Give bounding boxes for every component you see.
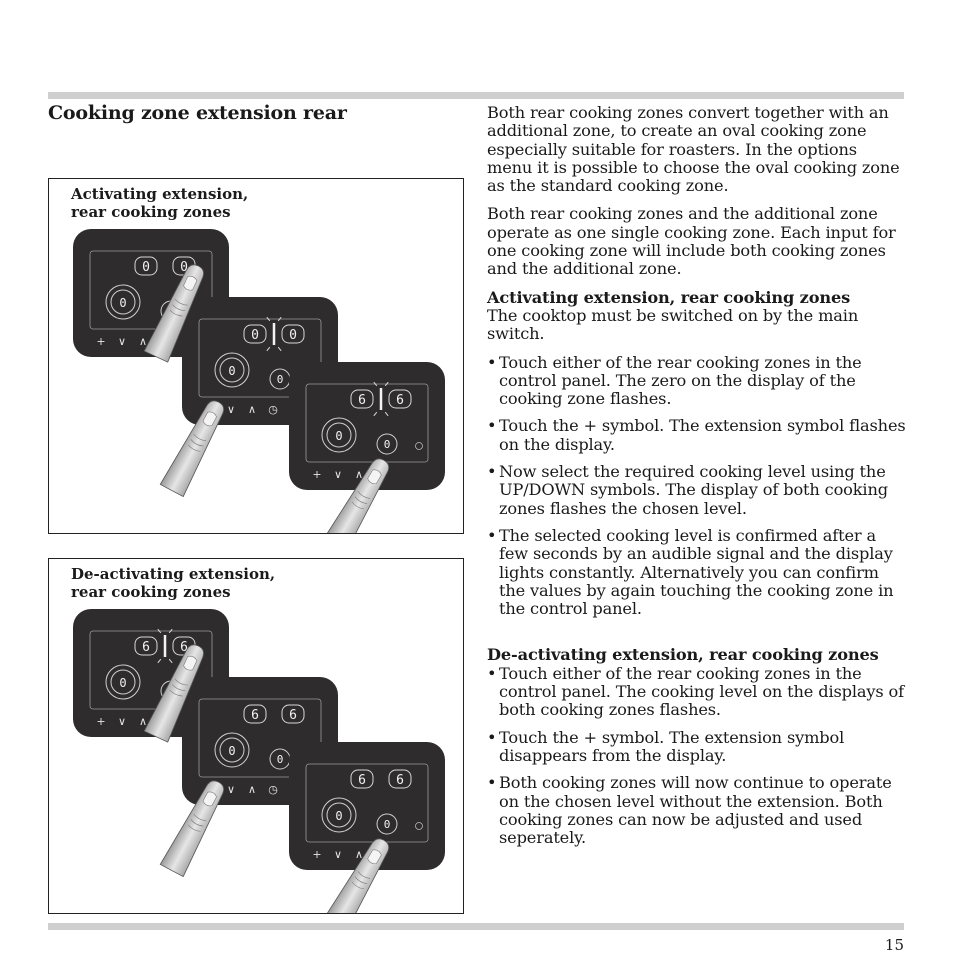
activating-step: • Touch either of the rear cooking zones in the control panel. The zero on the display of the cooking zone flashes. [487,354,907,409]
control-symbol: ∧ [138,335,148,348]
control-symbol: ∨ [117,335,127,348]
control-symbol: ◷ [268,783,278,796]
figure-deactivating-caption: De-activating extension, rear cooking zones [71,565,276,601]
instructions-column [487,104,907,856]
front-right-level: 0 [276,753,284,766]
deactivating-heading: De-activating extension, rear cooking zones [487,645,879,665]
activating-step: • Now select the required cooking level using the UP/DOWN symbols. The display of both cooking zones flashes the chosen level. [487,463,907,518]
control-symbol: ∧ [247,403,257,416]
control-symbol: + [312,468,322,481]
bottom-rule [48,923,904,930]
page-title: Cooking zone extension rear [48,102,347,124]
figure-activating [48,178,464,534]
activating-step: • The selected cooking level is confirmed after a few seconds by an audible signal and the display lights constantly. Alternatively you can confirm the values by again touching the cooking zone in the control panel. [487,527,907,618]
front-right-level: 0 [383,438,391,451]
front-left-level: 0 [228,744,236,758]
activating-illustration [49,179,463,533]
rear-right-level: 6 [289,708,297,723]
rear-left-level: 0 [251,328,259,343]
front-left-level: 0 [228,364,236,378]
front-right-level: 0 [276,373,284,386]
front-left-level: 0 [335,809,343,823]
deactivating-step: • Both cooking zones will now continue to operate on the chosen level without the extension. Both cooking zones can now be adjusted and used seperately. [487,774,907,847]
control-symbol: ∨ [226,783,236,796]
control-symbol: ◷ [268,403,278,416]
front-left-level: 0 [119,296,127,310]
rear-right-level: 0 [180,260,188,275]
control-symbol: ∧ [354,848,364,861]
intro-paragraph: Both rear cooking zones convert together with an additional zone, to create an oval cooking zone especially suitable for roasters. In the options menu it is possible to choose the oval cooking zone as the standard cooking zone. [487,103,900,196]
rear-right-level: 0 [289,328,297,343]
activating-lead: The cooktop must be switched on by the main switch. [487,305,859,344]
front-left-level: 0 [335,429,343,443]
deactivating-illustration [49,559,463,913]
control-symbol: ∧ [138,715,148,728]
control-symbol: ∧ [354,468,364,481]
control-symbol: ∨ [333,468,343,481]
control-symbol: + [96,335,106,348]
control-symbol: + [312,848,322,861]
rear-right-level: 6 [396,393,404,408]
rear-left-level: 6 [358,393,366,408]
top-rule [48,92,904,99]
deactivating-step: • Touch the + symbol. The extension symbol disappears from the display. [487,729,907,766]
control-symbol: + [96,715,106,728]
rear-left-level: 6 [251,708,259,723]
rear-right-level: 6 [396,773,404,788]
front-left-level: 0 [119,676,127,690]
intro-paragraph: Both rear cooking zones and the additional zone operate as one single cooking zone. Each input for one cooking zone will include both cooking zones and the additional zone. [487,204,896,279]
rear-left-level: 6 [142,640,150,655]
figure-activating-caption: Activating extension, rear cooking zones [71,185,249,221]
activating-step: • Touch the + symbol. The extension symbol flashes on the display. [487,417,907,454]
deactivating-step: • Touch either of the rear cooking zones in the control panel. The cooking level on the displays of both cooking zones flashes. [487,665,907,720]
page-number: 15 [884,936,904,954]
figure-deactivating [48,558,464,914]
control-symbol: ∨ [117,715,127,728]
rear-left-level: 6 [358,773,366,788]
control-symbol: ∨ [333,848,343,861]
rear-left-level: 0 [142,260,150,275]
control-symbol: ∧ [247,783,257,796]
activating-heading: Activating extension, rear cooking zones [487,287,851,307]
control-symbol: ∨ [226,403,236,416]
front-right-level: 0 [383,818,391,831]
rear-right-level: 6 [180,640,188,655]
